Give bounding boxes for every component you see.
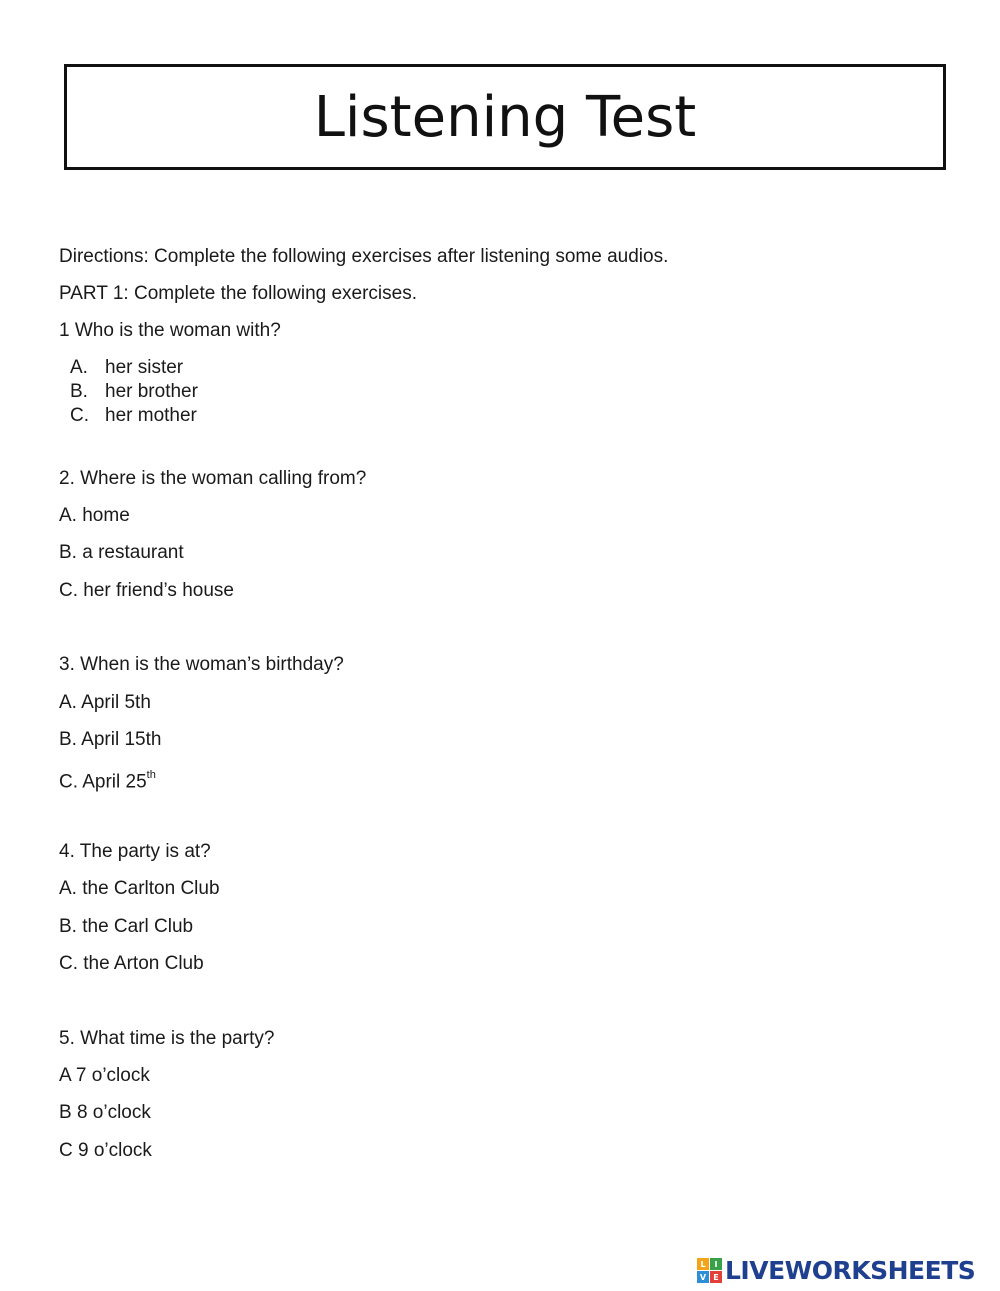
option-text: her brother — [105, 381, 198, 402]
ordinal-suffix: th — [146, 769, 156, 781]
question-2-option-b[interactable]: B. a restaurant — [59, 542, 184, 563]
question-2-option-c[interactable]: C. her friend’s house — [59, 580, 234, 601]
logo-blocks-icon — [697, 1258, 722, 1283]
directions-text: Directions: Complete the following exercises after listening some audios. — [59, 246, 669, 267]
page-title: Listening Test — [313, 84, 697, 150]
question-5: 5. What time is the party? — [59, 1028, 275, 1049]
question-1-option-c[interactable] — [70, 405, 197, 427]
logo-text: LIVEWORKSHEETS — [725, 1256, 976, 1285]
question-4-option-c[interactable]: C. the Arton Club — [59, 953, 204, 974]
question-4-option-b[interactable]: B. the Carl Club — [59, 916, 194, 937]
question-1: 1 Who is the woman with? — [59, 320, 281, 341]
question-3: 3. When is the woman’s birthday? — [59, 654, 344, 675]
question-1-option-a[interactable] — [70, 357, 183, 379]
title-box — [64, 64, 946, 170]
option-text: C. April 25 — [59, 771, 147, 793]
question-5-option-c[interactable]: C 9 o’clock — [59, 1140, 152, 1161]
question-5-option-b[interactable]: B 8 o’clock — [59, 1102, 151, 1123]
question-3-option-b[interactable]: B. April 15th — [59, 729, 162, 750]
option-letter: C. — [70, 405, 89, 426]
question-2: 2. Where is the woman calling from? — [59, 468, 367, 489]
question-2-option-a[interactable]: A. home — [59, 505, 130, 526]
logo-block: I — [710, 1258, 722, 1270]
option-text: her sister — [105, 357, 184, 378]
liveworksheets-logo[interactable] — [697, 1256, 975, 1285]
question-1-option-b[interactable] — [70, 381, 198, 403]
question-3-option-a[interactable]: A. April 5th — [59, 692, 151, 713]
question-3-option-c[interactable] — [59, 766, 156, 793]
option-letter: B. — [70, 381, 88, 402]
logo-block: L — [697, 1258, 709, 1270]
question-4-option-a[interactable]: A. the Carlton Club — [59, 878, 220, 899]
logo-block: E — [710, 1271, 722, 1283]
part-heading: PART 1: Complete the following exercises. — [59, 283, 418, 304]
question-5-option-a[interactable]: A 7 o’clock — [59, 1065, 150, 1086]
logo-block: V — [697, 1271, 709, 1283]
question-4: 4. The party is at? — [59, 841, 211, 862]
option-text: her mother — [105, 405, 197, 426]
option-letter: A. — [70, 357, 88, 378]
